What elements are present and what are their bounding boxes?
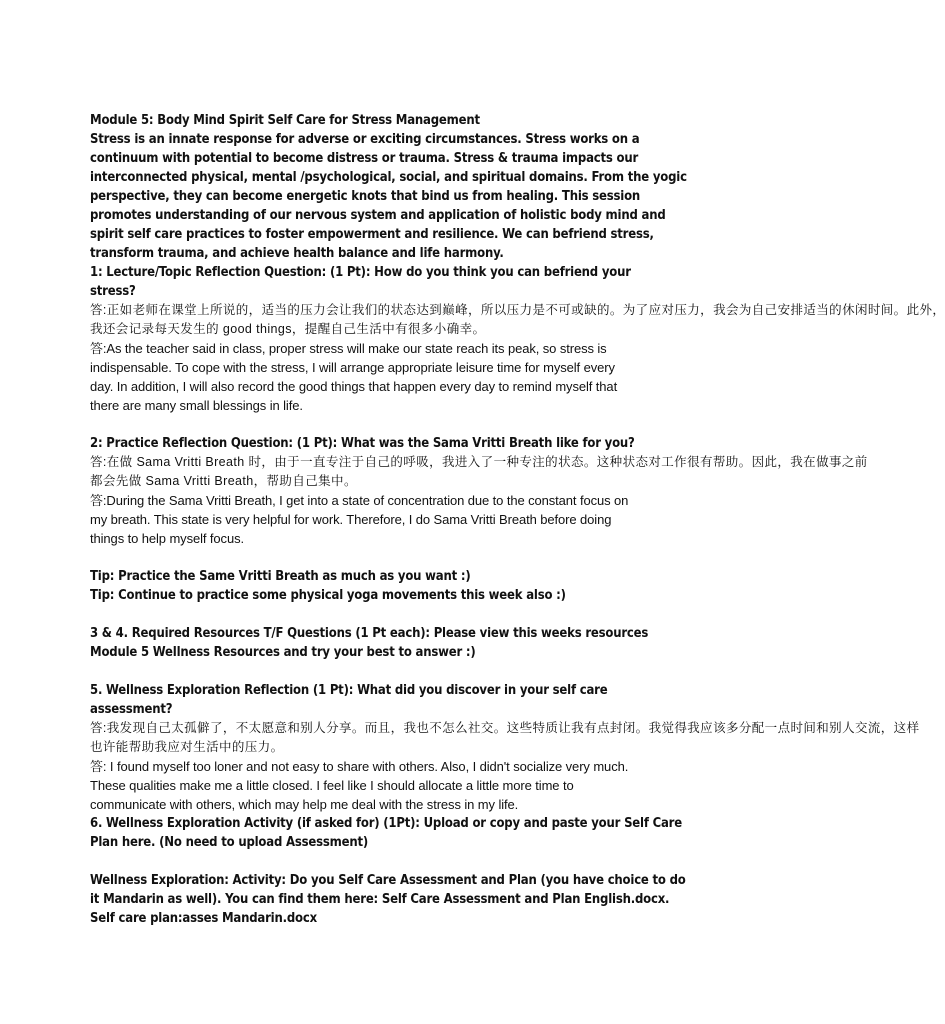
answer-chinese: 都会先做 Sama Vritti Breath，帮助自己集中。 <box>90 474 357 488</box>
intro-line: interconnected physical, mental /psychological, social, and spiritual domains. From the yogic <box>90 170 687 185</box>
answer-english: These qualities make me a little closed. I feel like I should allocate a little more time to <box>90 778 574 793</box>
spacer <box>90 605 690 624</box>
answer-chinese: 答:在做 Sama Vritti Breath 时，由于一直专注于自己的呼吸，我进入了一种专注的状态。这种状态对工作很有帮助。因此，我在做事之前 <box>90 455 868 469</box>
question-6 <box>90 814 690 852</box>
question-text: 2: Practice Reflection Question: (1 Pt): What was the Sama Vritti Breath like for you? <box>90 436 635 451</box>
question-text: stress? <box>90 284 136 299</box>
answer-english: communicate with others, which may help me deal with the stress in my life. <box>90 797 519 812</box>
question-text: assessment? <box>90 702 173 717</box>
answer-chinese: 我还会记录每天发生的 good things，提醒自己生活中有很多小确幸。 <box>90 322 486 336</box>
answer-chinese: 也许能帮助我应对生活中的压力。 <box>90 740 284 754</box>
wellness-line: Self care plan:asses Mandarin.docx <box>90 911 317 926</box>
question-3-4 <box>90 624 690 662</box>
question-5 <box>90 681 920 814</box>
question-text: Module 5 Wellness Resources and try your best to answer :) <box>90 645 476 660</box>
wellness-line: Wellness Exploration: Activity: Do you Self Care Assessment and Plan (you have choice to do <box>90 873 686 888</box>
answer-english: day. In addition, I will also record the good things that happen every day to remind myself that <box>90 379 618 394</box>
tip: Tip: Practice the Same Vritti Breath as much as you want :) <box>90 569 471 584</box>
answer-english: indispensable. To cope with the stress, I will arrange appropriate leisure time for myself every <box>90 360 615 375</box>
question-text: 5. Wellness Exploration Reflection (1 Pt): What did you discover in your self care <box>90 683 608 698</box>
spacer <box>90 662 690 681</box>
question-text: 6. Wellness Exploration Activity (if asked for) (1Pt): Upload or copy and paste your Self Care <box>90 816 682 831</box>
answer-english: there are many small blessings in life. <box>90 398 303 413</box>
tip: Tip: Continue to practice some physical yoga movements this week also :) <box>90 588 566 603</box>
question-1 <box>90 263 945 415</box>
wellness-line: it Mandarin as well). You can find them here: Self Care Assessment and Plan English.docx. <box>90 892 670 907</box>
answer-english: my breath. This state is very helpful for work. Therefore, I do Sama Vritti Breath before doing <box>90 512 612 527</box>
spacer <box>90 548 690 567</box>
answer-english: things to help myself focus. <box>90 531 245 546</box>
intro-line: continuum with potential to become distress or trauma. Stress & trauma impacts our <box>90 151 639 166</box>
answer-chinese: 答:正如老师在课堂上所说的，适当的压力会让我们的状态达到巅峰，所以压力是不可或缺的。为了应对压力，我会为自己安排适当的休闲时间。此外， <box>90 303 945 317</box>
intro-paragraph <box>90 130 690 263</box>
question-text: 3 & 4. Required Resources T/F Questions (1 Pt each): Please view this weeks resources <box>90 626 649 641</box>
question-text: Plan here. (No need to upload Assessment) <box>90 835 369 850</box>
module-title: Module 5: Body Mind Spirit Self Care for Stress Management <box>90 113 480 128</box>
intro-line: promotes understanding of our nervous system and application of holistic body mind and <box>90 208 666 223</box>
document-page <box>90 111 945 928</box>
intro-line: Stress is an innate response for adverse or exciting circumstances. Stress works on a <box>90 132 640 147</box>
spacer <box>90 415 690 434</box>
wellness-exploration <box>90 871 690 928</box>
answer-chinese: 答:我发现自己太孤僻了，不太愿意和别人分享。而且，我也不怎么社交。这些特质让我有点封闭。我觉得我应该多分配一点时间和别人交流，这样 <box>90 721 920 735</box>
spacer <box>90 852 690 871</box>
answer-english: 答:During the Sama Vritti Breath, I get into a state of concentration due to the constant focus on <box>90 493 629 508</box>
tips <box>90 567 690 605</box>
question-2 <box>90 434 868 548</box>
question-text: 1: Lecture/Topic Reflection Question: (1 Pt): How do you think you can befriend your <box>90 265 631 280</box>
intro-line: perspective, they can become energetic knots that bind us from healing. This session <box>90 189 641 204</box>
intro-line: spirit self care practices to foster empowerment and resilience. We can befriend stress, <box>90 227 654 242</box>
intro-line: transform trauma, and achieve health balance and life harmony. <box>90 246 504 261</box>
answer-english: 答:As the teacher said in class, proper stress will make our state reach its peak, so stress is <box>90 341 607 356</box>
answer-english: 答: I found myself too loner and not easy to share with others. Also, I didn't socialize very much. <box>90 759 629 774</box>
